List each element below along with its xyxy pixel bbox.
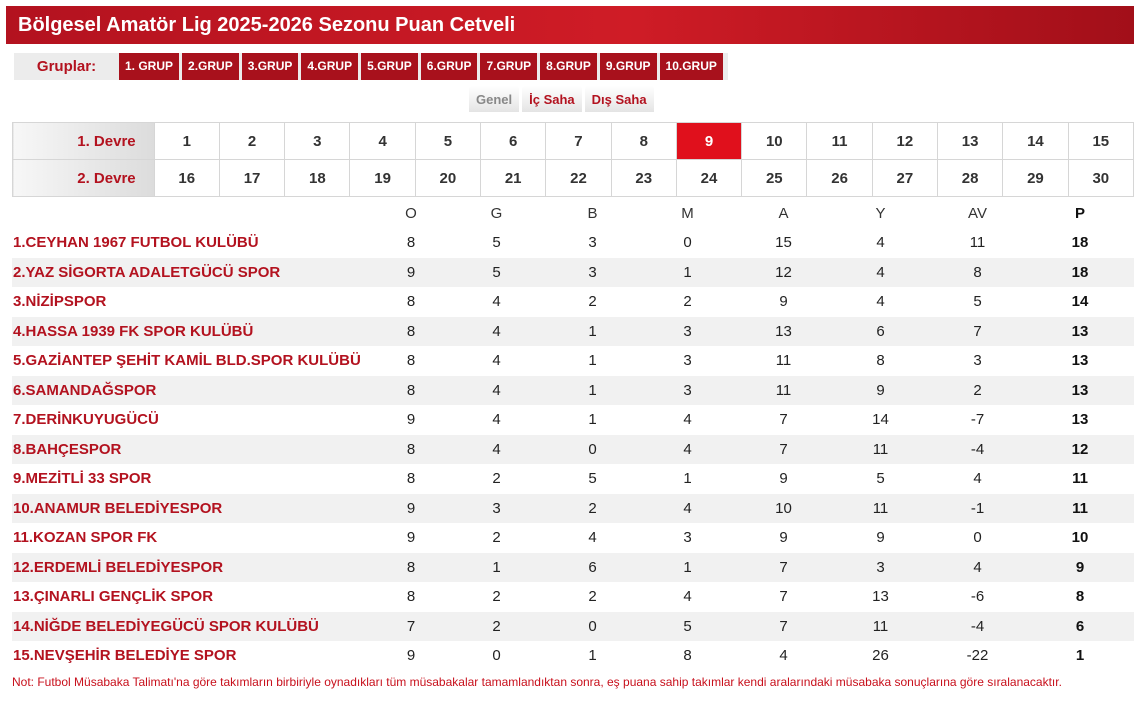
stat-av: 8: [929, 258, 1026, 288]
round-cell-9[interactable]: 9: [676, 123, 741, 160]
stat-o: 8: [374, 346, 448, 376]
stat-b: 2: [545, 287, 640, 317]
stat-m: 4: [640, 405, 735, 435]
stat-g: 0: [448, 641, 545, 671]
column-header-p: P: [1074, 204, 1085, 222]
stat-y: 11: [832, 435, 929, 465]
team-name-link[interactable]: 14.NİĞDE BELEDİYEGÜCÜ SPOR KULÜBÜ: [12, 612, 374, 642]
stat-o: 8: [374, 287, 448, 317]
stat-p: 18: [1026, 258, 1134, 288]
team-name-link[interactable]: 8.BAHÇESPOR: [12, 435, 374, 465]
round-cell-30[interactable]: 30: [1068, 160, 1133, 197]
stat-a: 7: [735, 405, 832, 435]
stat-m: 4: [640, 494, 735, 524]
standings-table: [12, 198, 1134, 671]
stat-p: 6: [1026, 612, 1134, 642]
stat-g: 4: [448, 405, 545, 435]
stat-b: 2: [545, 582, 640, 612]
column-header-o: O: [405, 204, 417, 222]
stat-p: 13: [1026, 376, 1134, 406]
stat-y: 14: [832, 405, 929, 435]
round-cell-11[interactable]: 11: [807, 123, 872, 160]
stat-av: 2: [929, 376, 1026, 406]
stat-m: 8: [640, 641, 735, 671]
stat-a: 7: [735, 553, 832, 583]
stat-b: 1: [545, 376, 640, 406]
round-cell-29[interactable]: 29: [1003, 160, 1068, 197]
round-cell-20[interactable]: 20: [415, 160, 480, 197]
group-buttons: [119, 53, 726, 80]
stat-m: 1: [640, 553, 735, 583]
page-title: Bölgesel Amatör Lig 2025-2026 Sezonu Puan Cetveli: [6, 6, 1134, 44]
round-cell-25[interactable]: 25: [742, 160, 807, 197]
team-name-link[interactable]: 13.ÇINARLI GENÇLİK SPOR: [12, 582, 374, 612]
round-cell-8[interactable]: 8: [611, 123, 676, 160]
group-button-10[interactable]: 10.GRUP: [660, 53, 723, 80]
stat-o: 8: [374, 464, 448, 494]
stat-av: -7: [929, 405, 1026, 435]
stat-b: 1: [545, 641, 640, 671]
stat-m: 1: [640, 464, 735, 494]
round-cell-23[interactable]: 23: [611, 160, 676, 197]
stat-p: 18: [1026, 228, 1134, 258]
stat-m: 0: [640, 228, 735, 258]
tiebreak-note: Not: Futbol Müsabaka Talimatı'na göre takımların birbiriyle oynadıkları tüm müsabakalar tamamlandıktan sonra, eş puana sahip takımlar kendi aralarındaki müsabaka sonuçlarına göre sıralanacaktır.: [12, 675, 1062, 689]
stat-av: 11: [929, 228, 1026, 258]
stat-a: 7: [735, 582, 832, 612]
table-row: [12, 376, 1134, 406]
first-half-row: [13, 123, 1134, 160]
round-cell-3[interactable]: 3: [285, 123, 350, 160]
round-cell-22[interactable]: 22: [546, 160, 611, 197]
round-cell-7[interactable]: 7: [546, 123, 611, 160]
stat-a: 12: [735, 258, 832, 288]
team-name-link[interactable]: 4.HASSA 1939 FK SPOR KULÜBÜ: [12, 317, 374, 347]
standings-header-row: [12, 198, 1134, 228]
stat-m: 4: [640, 435, 735, 465]
team-name-link[interactable]: 7.DERİNKUYUGÜCÜ: [12, 405, 374, 435]
stat-m: 2: [640, 287, 735, 317]
stat-a: 15: [735, 228, 832, 258]
stat-y: 8: [832, 346, 929, 376]
second-half-row: [13, 160, 1134, 197]
stat-o: 8: [374, 376, 448, 406]
stat-p: 13: [1026, 317, 1134, 347]
round-cell-28[interactable]: 28: [938, 160, 1003, 197]
stat-m: 4: [640, 582, 735, 612]
team-name-link[interactable]: 10.ANAMUR BELEDİYESPOR: [12, 494, 374, 524]
stat-m: 3: [640, 346, 735, 376]
stat-y: 11: [832, 494, 929, 524]
stat-av: -6: [929, 582, 1026, 612]
table-row: [12, 346, 1134, 376]
stat-av: 7: [929, 317, 1026, 347]
column-header-m: M: [681, 204, 694, 222]
stat-p: 1: [1026, 641, 1134, 671]
column-header-y: Y: [875, 204, 886, 222]
round-cell-1[interactable]: 1: [154, 123, 219, 160]
stat-g: 2: [448, 464, 545, 494]
group-button-8[interactable]: 8.GRUP: [540, 53, 597, 80]
table-row: [12, 494, 1134, 524]
stat-y: 4: [832, 258, 929, 288]
stat-av: -22: [929, 641, 1026, 671]
stat-b: 2: [545, 494, 640, 524]
team-column-header: [12, 198, 374, 228]
stat-av: 4: [929, 553, 1026, 583]
stat-o: 7: [374, 612, 448, 642]
stat-av: 5: [929, 287, 1026, 317]
round-cell-27[interactable]: 27: [872, 160, 937, 197]
stat-y: 6: [832, 317, 929, 347]
stat-a: 9: [735, 523, 832, 553]
team-name-link[interactable]: 5.GAZİANTEP ŞEHİT KAMİL BLD.SPOR KULÜBÜ: [12, 346, 374, 376]
stat-av: 0: [929, 523, 1026, 553]
stat-g: 2: [448, 523, 545, 553]
table-row: [12, 612, 1134, 642]
stat-y: 9: [832, 523, 929, 553]
stat-g: 5: [448, 228, 545, 258]
table-row: [12, 641, 1134, 671]
group-button-9[interactable]: 9.GRUP: [600, 53, 657, 80]
stat-o: 8: [374, 582, 448, 612]
team-name-link[interactable]: 3.NİZİPSPOR: [12, 287, 374, 317]
stat-g: 4: [448, 376, 545, 406]
stat-g: 2: [448, 612, 545, 642]
stat-p: 10: [1026, 523, 1134, 553]
stat-g: 4: [448, 317, 545, 347]
stat-p: 13: [1026, 346, 1134, 376]
stat-g: 4: [448, 435, 545, 465]
stat-y: 26: [832, 641, 929, 671]
round-cell-2[interactable]: 2: [219, 123, 284, 160]
stat-a: 10: [735, 494, 832, 524]
stat-av: 3: [929, 346, 1026, 376]
stat-y: 11: [832, 612, 929, 642]
stat-y: 4: [832, 287, 929, 317]
stat-m: 3: [640, 317, 735, 347]
stat-b: 4: [545, 523, 640, 553]
stat-o: 9: [374, 641, 448, 671]
stat-a: 11: [735, 346, 832, 376]
round-cell-10[interactable]: 10: [742, 123, 807, 160]
stat-p: 14: [1026, 287, 1134, 317]
stat-b: 0: [545, 612, 640, 642]
group-button-2[interactable]: 2.GRUP: [182, 53, 239, 80]
stat-p: 11: [1026, 464, 1134, 494]
groups-bar: [14, 53, 728, 80]
column-header-a: A: [778, 204, 789, 222]
stat-o: 9: [374, 258, 448, 288]
group-button-1[interactable]: 1. GRUP: [119, 53, 179, 80]
round-selector: [12, 122, 1134, 197]
round-cell-18[interactable]: 18: [285, 160, 350, 197]
round-cell-24[interactable]: 24: [676, 160, 741, 197]
group-button-4[interactable]: 4.GRUP: [301, 53, 358, 80]
team-name-link[interactable]: 9.MEZİTLİ 33 SPOR: [12, 464, 374, 494]
stat-o: 9: [374, 405, 448, 435]
column-header-av: AV: [968, 204, 987, 222]
table-row: [12, 405, 1134, 435]
round-cell-4[interactable]: 4: [350, 123, 415, 160]
round-cell-16[interactable]: 16: [154, 160, 219, 197]
first-half-label: 1. Devre: [13, 123, 155, 160]
groups-label: Gruplar:: [36, 58, 97, 75]
stat-a: 7: [735, 435, 832, 465]
stat-b: 5: [545, 464, 640, 494]
stat-a: 7: [735, 612, 832, 642]
stat-a: 9: [735, 464, 832, 494]
stat-m: 3: [640, 376, 735, 406]
stat-b: 3: [545, 258, 640, 288]
round-cell-26[interactable]: 26: [807, 160, 872, 197]
round-cell-15[interactable]: 15: [1068, 123, 1133, 160]
team-name-link[interactable]: 12.ERDEMLİ BELEDİYESPOR: [12, 553, 374, 583]
stat-o: 8: [374, 435, 448, 465]
stat-b: 0: [545, 435, 640, 465]
group-button-7[interactable]: 7.GRUP: [480, 53, 537, 80]
stat-av: -4: [929, 435, 1026, 465]
stat-g: 4: [448, 346, 545, 376]
stat-o: 8: [374, 317, 448, 347]
stat-b: 1: [545, 405, 640, 435]
stat-y: 13: [832, 582, 929, 612]
table-row: [12, 317, 1134, 347]
filter-tab-1[interactable]: Genel: [469, 86, 519, 112]
table-row: [12, 228, 1134, 258]
stat-av: -4: [929, 612, 1026, 642]
stat-av: -1: [929, 494, 1026, 524]
round-cell-19[interactable]: 19: [350, 160, 415, 197]
stat-p: 12: [1026, 435, 1134, 465]
table-row: [12, 523, 1134, 553]
stat-g: 3: [448, 494, 545, 524]
stat-p: 9: [1026, 553, 1134, 583]
second-half-label: 2. Devre: [13, 160, 155, 197]
group-button-3[interactable]: 3.GRUP: [242, 53, 299, 80]
stat-o: 9: [374, 494, 448, 524]
stat-b: 6: [545, 553, 640, 583]
table-row: [12, 435, 1134, 465]
table-row: [12, 464, 1134, 494]
stat-m: 5: [640, 612, 735, 642]
stat-o: 9: [374, 523, 448, 553]
stat-o: 8: [374, 553, 448, 583]
stat-b: 1: [545, 346, 640, 376]
team-name-link[interactable]: 6.SAMANDAĞSPOR: [12, 376, 374, 406]
stat-m: 3: [640, 523, 735, 553]
venue-filter-tabs: [469, 86, 657, 112]
team-name-link[interactable]: 11.KOZAN SPOR FK: [12, 523, 374, 553]
stat-y: 4: [832, 228, 929, 258]
stat-b: 1: [545, 317, 640, 347]
round-cell-5[interactable]: 5: [415, 123, 480, 160]
stat-y: 3: [832, 553, 929, 583]
stat-p: 8: [1026, 582, 1134, 612]
stat-a: 11: [735, 376, 832, 406]
stat-g: 5: [448, 258, 545, 288]
group-button-6[interactable]: 6.GRUP: [421, 53, 478, 80]
stat-p: 11: [1026, 494, 1134, 524]
stat-b: 3: [545, 228, 640, 258]
stat-a: 13: [735, 317, 832, 347]
stat-a: 4: [735, 641, 832, 671]
standings-body: [12, 228, 1134, 671]
round-cell-12[interactable]: 12: [872, 123, 937, 160]
stat-y: 5: [832, 464, 929, 494]
table-row: [12, 582, 1134, 612]
stat-a: 9: [735, 287, 832, 317]
column-header-g: G: [490, 204, 503, 222]
table-row: [12, 553, 1134, 583]
filter-tab-3[interactable]: Dış Saha: [585, 86, 654, 112]
group-button-5[interactable]: 5.GRUP: [361, 53, 418, 80]
stat-y: 9: [832, 376, 929, 406]
round-cell-14[interactable]: 14: [1003, 123, 1068, 160]
stat-o: 8: [374, 228, 448, 258]
team-name-link[interactable]: 2.YAZ SİGORTA ADALETGÜCÜ SPOR: [12, 258, 374, 288]
stat-p: 13: [1026, 405, 1134, 435]
stat-g: 4: [448, 287, 545, 317]
stat-av: 4: [929, 464, 1026, 494]
stat-g: 1: [448, 553, 545, 583]
stat-m: 1: [640, 258, 735, 288]
column-header-b: B: [587, 204, 598, 222]
table-row: [12, 287, 1134, 317]
filter-tab-2[interactable]: İç Saha: [522, 86, 582, 112]
team-name-link[interactable]: 1.CEYHAN 1967 FUTBOL KULÜBÜ: [12, 228, 374, 258]
round-cell-21[interactable]: 21: [481, 160, 546, 197]
round-cell-6[interactable]: 6: [481, 123, 546, 160]
round-cell-13[interactable]: 13: [938, 123, 1003, 160]
stat-g: 2: [448, 582, 545, 612]
team-name-link[interactable]: 15.NEVŞEHİR BELEDİYE SPOR: [12, 641, 374, 671]
table-row: [12, 258, 1134, 288]
round-cell-17[interactable]: 17: [219, 160, 284, 197]
